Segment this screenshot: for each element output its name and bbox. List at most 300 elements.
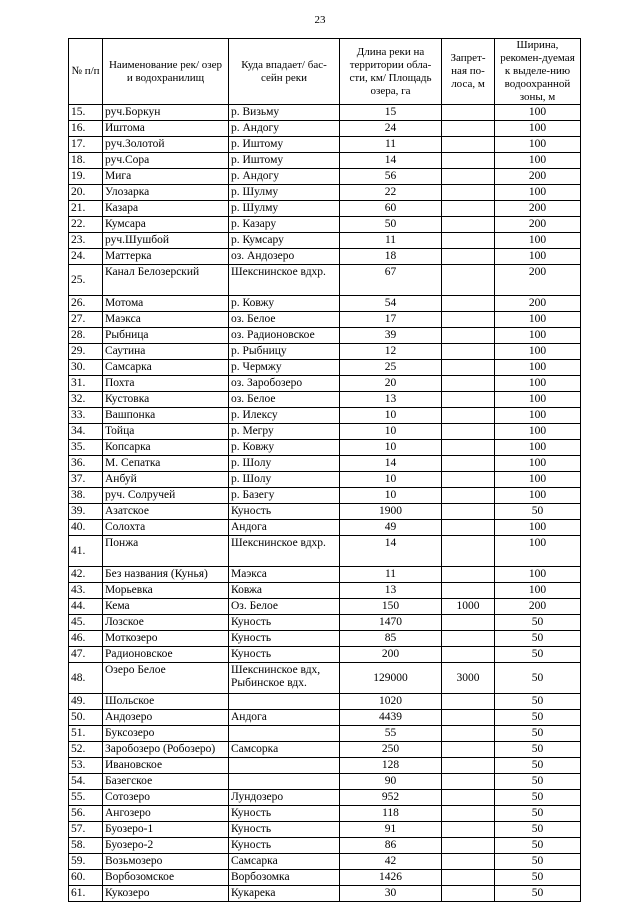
- restricted-zone-cell: [442, 520, 495, 536]
- length-area-cell: 22: [340, 185, 442, 201]
- inflow-target-cell: р. Андогу: [229, 121, 340, 137]
- row-number-cell: 23.: [69, 233, 103, 249]
- inflow-target-cell: Самсорка: [229, 742, 340, 758]
- protection-width-cell: 50: [495, 726, 581, 742]
- water-body-name-cell: Солохта: [103, 520, 229, 536]
- length-area-cell: 14: [340, 153, 442, 169]
- restricted-zone-cell: [442, 360, 495, 376]
- row-number-cell: 60.: [69, 870, 103, 886]
- length-area-cell: 11: [340, 137, 442, 153]
- header-protection-width: Ширина, рекомен-дуемая к выделе-нию водоохранной зоны, м: [495, 39, 581, 105]
- restricted-zone-cell: [442, 137, 495, 153]
- row-number-cell: 36.: [69, 456, 103, 472]
- restricted-zone-cell: [442, 822, 495, 838]
- restricted-zone-cell: [442, 233, 495, 249]
- length-area-cell: 13: [340, 392, 442, 408]
- protection-width-cell: 100: [495, 105, 581, 121]
- row-number-cell: 19.: [69, 169, 103, 185]
- table-row: [69, 838, 581, 854]
- row-number-cell: 42.: [69, 567, 103, 583]
- restricted-zone-cell: [442, 105, 495, 121]
- inflow-target-cell: р. Андогу: [229, 169, 340, 185]
- table-row: [69, 121, 581, 137]
- row-number-cell: 43.: [69, 583, 103, 599]
- inflow-target-cell: р. Базегу: [229, 488, 340, 504]
- row-number-cell: 50.: [69, 710, 103, 726]
- length-area-cell: 200: [340, 647, 442, 663]
- length-area-cell: 1900: [340, 504, 442, 520]
- water-body-name-cell: Анбуй: [103, 472, 229, 488]
- table-row: [69, 344, 581, 360]
- row-number-cell: 55.: [69, 790, 103, 806]
- protection-width-cell: 200: [495, 201, 581, 217]
- water-body-name-cell: Возьмозеро: [103, 854, 229, 870]
- water-body-name-cell: Без названия (Кунья): [103, 567, 229, 583]
- restricted-zone-cell: 1000: [442, 599, 495, 615]
- row-number-cell: 32.: [69, 392, 103, 408]
- table-row: [69, 631, 581, 647]
- length-area-cell: 250: [340, 742, 442, 758]
- restricted-zone-cell: [442, 631, 495, 647]
- table-row: [69, 742, 581, 758]
- row-number-cell: 46.: [69, 631, 103, 647]
- table-row: [69, 233, 581, 249]
- protection-width-cell: 50: [495, 774, 581, 790]
- water-body-name-cell: Радионовское: [103, 647, 229, 663]
- table-row: [69, 328, 581, 344]
- row-number-cell: 35.: [69, 440, 103, 456]
- length-area-cell: 10: [340, 408, 442, 424]
- restricted-zone-cell: [442, 854, 495, 870]
- table-row: [69, 886, 581, 902]
- table-row: [69, 169, 581, 185]
- protection-width-cell: 100: [495, 408, 581, 424]
- table-row: [69, 567, 581, 583]
- restricted-zone-cell: [442, 838, 495, 854]
- length-area-cell: 11: [340, 567, 442, 583]
- protection-width-cell: 100: [495, 312, 581, 328]
- protection-width-cell: 100: [495, 344, 581, 360]
- row-number-cell: 17.: [69, 137, 103, 153]
- protection-width-cell: 50: [495, 870, 581, 886]
- water-body-name-cell: Ивановское: [103, 758, 229, 774]
- restricted-zone-cell: [442, 488, 495, 504]
- water-body-name-cell: Базегское: [103, 774, 229, 790]
- length-area-cell: 60: [340, 201, 442, 217]
- restricted-zone-cell: [442, 647, 495, 663]
- table-row: [69, 615, 581, 631]
- restricted-zone-cell: [442, 185, 495, 201]
- restricted-zone-cell: [442, 742, 495, 758]
- table-row: [69, 774, 581, 790]
- water-body-name-cell: Моткозеро: [103, 631, 229, 647]
- restricted-zone-cell: [442, 790, 495, 806]
- row-number-cell: 24.: [69, 249, 103, 265]
- water-body-name-cell: Канал Белозерский: [103, 265, 229, 296]
- table-row: [69, 790, 581, 806]
- table-row: [69, 758, 581, 774]
- length-area-cell: 952: [340, 790, 442, 806]
- restricted-zone-cell: [442, 504, 495, 520]
- water-body-name-cell: Кумсара: [103, 217, 229, 233]
- restricted-zone-cell: [442, 376, 495, 392]
- table-row: [69, 536, 581, 567]
- restricted-zone-cell: [442, 312, 495, 328]
- row-number-cell: 30.: [69, 360, 103, 376]
- length-area-cell: 13: [340, 583, 442, 599]
- protection-width-cell: 50: [495, 504, 581, 520]
- table-row: [69, 710, 581, 726]
- table-row: [69, 376, 581, 392]
- protection-width-cell: 100: [495, 360, 581, 376]
- row-number-cell: 56.: [69, 806, 103, 822]
- table-row: [69, 217, 581, 233]
- protection-width-cell: 200: [495, 296, 581, 312]
- protection-width-cell: 50: [495, 822, 581, 838]
- restricted-zone-cell: [442, 615, 495, 631]
- inflow-target-cell: Лундозеро: [229, 790, 340, 806]
- row-number-cell: 40.: [69, 520, 103, 536]
- table-row: [69, 647, 581, 663]
- table-row: [69, 488, 581, 504]
- table-row: [69, 854, 581, 870]
- length-area-cell: 39: [340, 328, 442, 344]
- length-area-cell: 50: [340, 217, 442, 233]
- inflow-target-cell: оз. Белое: [229, 392, 340, 408]
- inflow-target-cell: р. Мегру: [229, 424, 340, 440]
- protection-width-cell: 200: [495, 599, 581, 615]
- row-number-cell: 58.: [69, 838, 103, 854]
- water-body-name-cell: Морьевка: [103, 583, 229, 599]
- restricted-zone-cell: [442, 392, 495, 408]
- protection-width-cell: 100: [495, 121, 581, 137]
- inflow-target-cell: р. Ковжу: [229, 296, 340, 312]
- water-body-name-cell: М. Сепатка: [103, 456, 229, 472]
- protection-width-cell: 100: [495, 567, 581, 583]
- inflow-target-cell: р. Шулму: [229, 201, 340, 217]
- table-row: [69, 185, 581, 201]
- water-body-name-cell: Андозеро: [103, 710, 229, 726]
- protection-width-cell: 100: [495, 488, 581, 504]
- restricted-zone-cell: [442, 344, 495, 360]
- protection-width-cell: 50: [495, 710, 581, 726]
- protection-width-cell: 100: [495, 376, 581, 392]
- restricted-zone-cell: [442, 424, 495, 440]
- page-number: 23: [314, 14, 326, 26]
- row-number-cell: 37.: [69, 472, 103, 488]
- protection-width-cell: 100: [495, 472, 581, 488]
- protection-width-cell: 100: [495, 456, 581, 472]
- length-area-cell: 14: [340, 536, 442, 567]
- row-number-cell: 47.: [69, 647, 103, 663]
- table-row: [69, 663, 581, 694]
- table-row: [69, 694, 581, 710]
- row-number-cell: 27.: [69, 312, 103, 328]
- restricted-zone-cell: [442, 806, 495, 822]
- inflow-target-cell: р. Иштому: [229, 153, 340, 169]
- water-body-name-cell: руч.Боркун: [103, 105, 229, 121]
- row-number-cell: 54.: [69, 774, 103, 790]
- row-number-cell: 48.: [69, 663, 103, 694]
- table-row: [69, 249, 581, 265]
- table-row: [69, 424, 581, 440]
- length-area-cell: 1020: [340, 694, 442, 710]
- table-row: [69, 201, 581, 217]
- water-body-name-cell: Азатское: [103, 504, 229, 520]
- length-area-cell: 49: [340, 520, 442, 536]
- table-row: [69, 599, 581, 615]
- water-body-name-cell: Кема: [103, 599, 229, 615]
- water-body-name-cell: Маттерка: [103, 249, 229, 265]
- row-number-cell: 52.: [69, 742, 103, 758]
- table-row: [69, 726, 581, 742]
- water-body-name-cell: Рыбница: [103, 328, 229, 344]
- table-row: [69, 392, 581, 408]
- table-row: [69, 472, 581, 488]
- restricted-zone-cell: [442, 169, 495, 185]
- length-area-cell: 30: [340, 886, 442, 902]
- length-area-cell: 15: [340, 105, 442, 121]
- water-body-name-cell: руч.Золотой: [103, 137, 229, 153]
- table-row: [69, 265, 581, 296]
- protection-width-cell: 100: [495, 536, 581, 567]
- table-row: [69, 440, 581, 456]
- water-body-name-cell: Буозеро-2: [103, 838, 229, 854]
- inflow-target-cell: Куность: [229, 822, 340, 838]
- length-area-cell: 24: [340, 121, 442, 137]
- header-inflow: Куда впадает/ бас-сейн реки: [229, 39, 340, 105]
- row-number-cell: 49.: [69, 694, 103, 710]
- restricted-zone-cell: [442, 536, 495, 567]
- length-area-cell: 11: [340, 233, 442, 249]
- row-number-cell: 45.: [69, 615, 103, 631]
- inflow-target-cell: Оз. Белое: [229, 599, 340, 615]
- inflow-target-cell: Куность: [229, 631, 340, 647]
- protection-width-cell: 50: [495, 615, 581, 631]
- restricted-zone-cell: [442, 296, 495, 312]
- length-area-cell: 85: [340, 631, 442, 647]
- restricted-zone-cell: [442, 710, 495, 726]
- row-number-cell: 41.: [69, 536, 103, 567]
- protection-width-cell: 200: [495, 217, 581, 233]
- inflow-target-cell: Шекснинское вдхр.: [229, 536, 340, 567]
- protection-width-cell: 50: [495, 663, 581, 694]
- restricted-zone-cell: [442, 201, 495, 217]
- inflow-target-cell: Куность: [229, 504, 340, 520]
- table-header-row: [69, 39, 581, 105]
- water-body-name-cell: Кукозеро: [103, 886, 229, 902]
- restricted-zone-cell: [442, 265, 495, 296]
- protection-width-cell: 100: [495, 328, 581, 344]
- inflow-target-cell: р. Шолу: [229, 472, 340, 488]
- row-number-cell: 22.: [69, 217, 103, 233]
- header-length-area: Длина реки на территории обла-сти, км/ Площадь озера, га: [340, 39, 442, 105]
- length-area-cell: 91: [340, 822, 442, 838]
- inflow-target-cell: р. Чермжу: [229, 360, 340, 376]
- row-number-cell: 33.: [69, 408, 103, 424]
- length-area-cell: 12: [340, 344, 442, 360]
- water-body-name-cell: Кустовка: [103, 392, 229, 408]
- water-body-name-cell: Ворбозомское: [103, 870, 229, 886]
- protection-width-cell: 50: [495, 886, 581, 902]
- table-row: [69, 105, 581, 121]
- inflow-target-cell: р. Ковжу: [229, 440, 340, 456]
- restricted-zone-cell: [442, 440, 495, 456]
- restricted-zone-cell: [442, 328, 495, 344]
- length-area-cell: 25: [340, 360, 442, 376]
- restricted-zone-cell: [442, 774, 495, 790]
- water-body-name-cell: Ангозеро: [103, 806, 229, 822]
- length-area-cell: 14: [340, 456, 442, 472]
- length-area-cell: 56: [340, 169, 442, 185]
- protection-width-cell: 50: [495, 854, 581, 870]
- length-area-cell: 1470: [340, 615, 442, 631]
- inflow-target-cell: р. Кумсару: [229, 233, 340, 249]
- protection-width-cell: 50: [495, 631, 581, 647]
- inflow-target-cell: оз. Заробозеро: [229, 376, 340, 392]
- inflow-target-cell: Андога: [229, 520, 340, 536]
- table-row: [69, 806, 581, 822]
- water-body-name-cell: Казара: [103, 201, 229, 217]
- inflow-target-cell: р. Шолу: [229, 456, 340, 472]
- water-bodies-table: [68, 38, 581, 902]
- protection-width-cell: 100: [495, 583, 581, 599]
- table-row: [69, 504, 581, 520]
- length-area-cell: 20: [340, 376, 442, 392]
- length-area-cell: 55: [340, 726, 442, 742]
- row-number-cell: 39.: [69, 504, 103, 520]
- protection-width-cell: 100: [495, 185, 581, 201]
- restricted-zone-cell: [442, 249, 495, 265]
- water-body-name-cell: Иштома: [103, 121, 229, 137]
- protection-width-cell: 100: [495, 137, 581, 153]
- inflow-target-cell: Шекснинское вдх, Рыбинское вдх.: [229, 663, 340, 694]
- row-number-cell: 57.: [69, 822, 103, 838]
- restricted-zone-cell: [442, 456, 495, 472]
- restricted-zone-cell: [442, 567, 495, 583]
- row-number-cell: 20.: [69, 185, 103, 201]
- inflow-target-cell: р. Рыбницу: [229, 344, 340, 360]
- protection-width-cell: 50: [495, 694, 581, 710]
- table-row: [69, 137, 581, 153]
- inflow-target-cell: Куность: [229, 647, 340, 663]
- length-area-cell: 129000: [340, 663, 442, 694]
- row-number-cell: 53.: [69, 758, 103, 774]
- table-row: [69, 456, 581, 472]
- length-area-cell: 90: [340, 774, 442, 790]
- water-body-name-cell: Шольское: [103, 694, 229, 710]
- table-row: [69, 583, 581, 599]
- row-number-cell: 15.: [69, 105, 103, 121]
- row-number-cell: 59.: [69, 854, 103, 870]
- water-body-name-cell: руч. Солручей: [103, 488, 229, 504]
- length-area-cell: 54: [340, 296, 442, 312]
- protection-width-cell: 100: [495, 249, 581, 265]
- water-body-name-cell: руч.Шушбой: [103, 233, 229, 249]
- restricted-zone-cell: [442, 217, 495, 233]
- row-number-cell: 44.: [69, 599, 103, 615]
- header-number: № п/п: [69, 39, 103, 105]
- restricted-zone-cell: [442, 870, 495, 886]
- water-body-name-cell: Похта: [103, 376, 229, 392]
- row-number-cell: 26.: [69, 296, 103, 312]
- header-restricted-zone: Запрет-ная по-лоса, м: [442, 39, 495, 105]
- restricted-zone-cell: [442, 886, 495, 902]
- inflow-target-cell: [229, 694, 340, 710]
- water-body-name-cell: Буозеро-1: [103, 822, 229, 838]
- inflow-target-cell: [229, 758, 340, 774]
- length-area-cell: 4439: [340, 710, 442, 726]
- protection-width-cell: 100: [495, 440, 581, 456]
- inflow-target-cell: Ковжа: [229, 583, 340, 599]
- inflow-target-cell: [229, 726, 340, 742]
- protection-width-cell: 50: [495, 647, 581, 663]
- water-body-name-cell: Заробозеро (Робозеро): [103, 742, 229, 758]
- row-number-cell: 38.: [69, 488, 103, 504]
- inflow-target-cell: оз. Радионовское: [229, 328, 340, 344]
- water-body-name-cell: Маэкса: [103, 312, 229, 328]
- table-row: [69, 360, 581, 376]
- restricted-zone-cell: [442, 583, 495, 599]
- length-area-cell: 86: [340, 838, 442, 854]
- row-number-cell: 34.: [69, 424, 103, 440]
- length-area-cell: 10: [340, 488, 442, 504]
- restricted-zone-cell: 3000: [442, 663, 495, 694]
- water-body-name-cell: Понжа: [103, 536, 229, 567]
- inflow-target-cell: р. Илексу: [229, 408, 340, 424]
- protection-width-cell: 100: [495, 520, 581, 536]
- length-area-cell: 18: [340, 249, 442, 265]
- protection-width-cell: 50: [495, 758, 581, 774]
- length-area-cell: 67: [340, 265, 442, 296]
- protection-width-cell: 100: [495, 233, 581, 249]
- restricted-zone-cell: [442, 472, 495, 488]
- water-body-name-cell: Тойца: [103, 424, 229, 440]
- table-row: [69, 408, 581, 424]
- water-body-name-cell: Вашпонка: [103, 408, 229, 424]
- inflow-target-cell: Куность: [229, 806, 340, 822]
- table-row: [69, 870, 581, 886]
- table-row: [69, 520, 581, 536]
- protection-width-cell: 100: [495, 392, 581, 408]
- inflow-target-cell: [229, 774, 340, 790]
- water-body-name-cell: руч.Сора: [103, 153, 229, 169]
- restricted-zone-cell: [442, 153, 495, 169]
- row-number-cell: 21.: [69, 201, 103, 217]
- inflow-target-cell: Кукарека: [229, 886, 340, 902]
- inflow-target-cell: Ворбозомка: [229, 870, 340, 886]
- inflow-target-cell: Куность: [229, 615, 340, 631]
- restricted-zone-cell: [442, 726, 495, 742]
- restricted-zone-cell: [442, 694, 495, 710]
- protection-width-cell: 100: [495, 424, 581, 440]
- water-body-name-cell: Озеро Белое: [103, 663, 229, 694]
- inflow-target-cell: оз. Андозеро: [229, 249, 340, 265]
- restricted-zone-cell: [442, 121, 495, 137]
- length-area-cell: 128: [340, 758, 442, 774]
- row-number-cell: 29.: [69, 344, 103, 360]
- length-area-cell: 10: [340, 472, 442, 488]
- water-body-name-cell: Копсарка: [103, 440, 229, 456]
- water-body-name-cell: Мотома: [103, 296, 229, 312]
- protection-width-cell: 50: [495, 838, 581, 854]
- inflow-target-cell: Шекснинское вдхр.: [229, 265, 340, 296]
- row-number-cell: 31.: [69, 376, 103, 392]
- inflow-target-cell: Куность: [229, 838, 340, 854]
- row-number-cell: 25.: [69, 265, 103, 296]
- table-row: [69, 153, 581, 169]
- header-name: Наименование рек/ озер и водохранилищ: [103, 39, 229, 105]
